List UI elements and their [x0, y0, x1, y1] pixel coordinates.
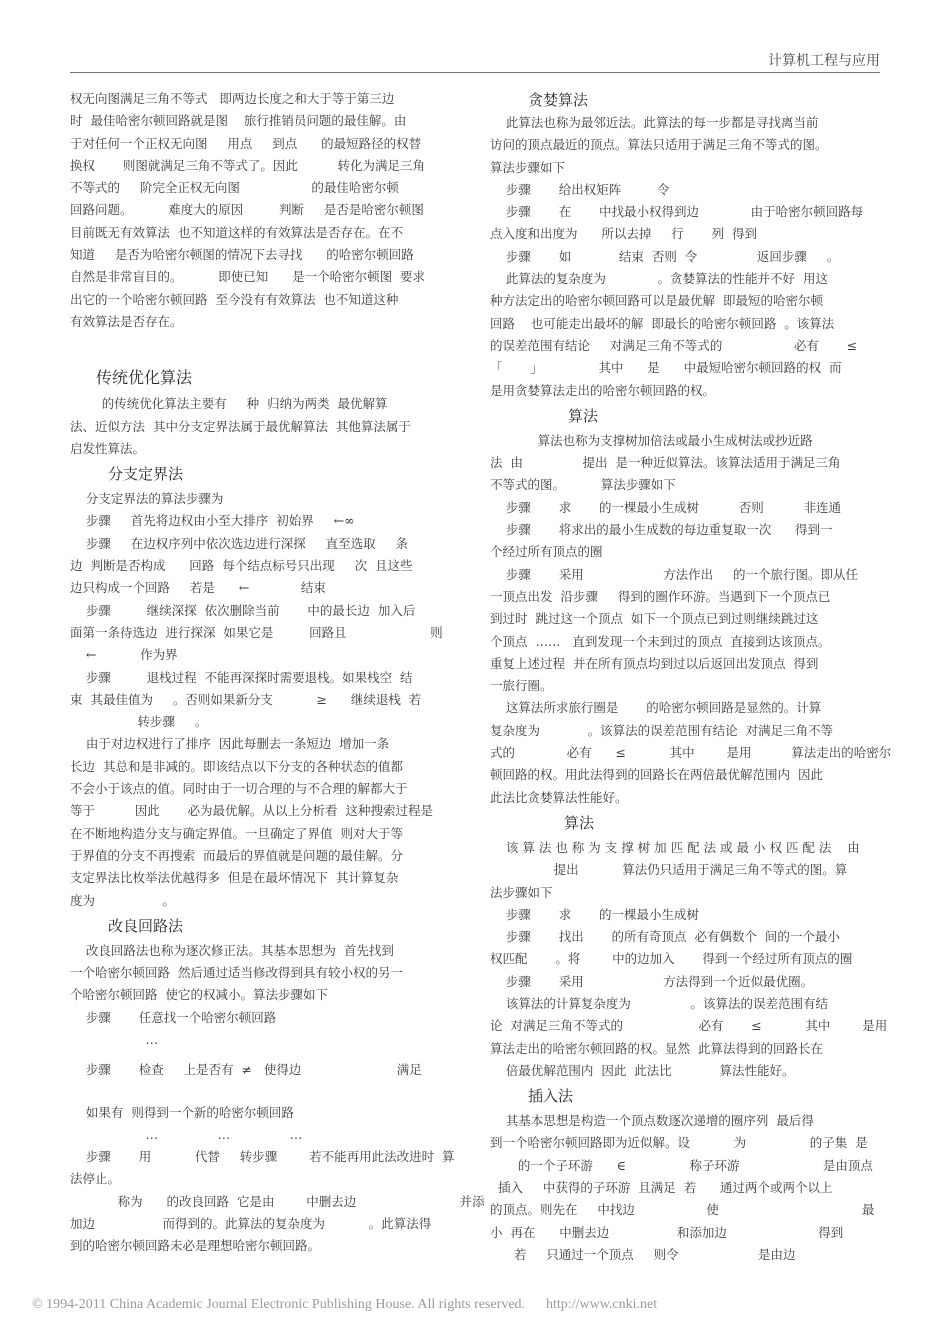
- subsection-heading: 改良回路法: [108, 916, 184, 935]
- paragraph: 改良回路法也称为逐次修正法。其基本思想为 首先找到 一个哈密尔顿回路 然后通过适当修改得到具有较小权的另一 个哈密尔顿回路 使它的权减小。算法步骤如下: [70, 942, 403, 1003]
- paragraph: 步骤 首先将边权由小至大排序 初始界 ←∞: [70, 513, 355, 529]
- paragraph: 步骤 继续深探 依次删除当前 中的最长边 加入后 面第一条待选边 进行探深 如果它是 回路且 则 ← 作为界: [70, 602, 443, 663]
- paragraph: 步骤 将求出的最小生成数的每边重复取一次 得到一 个经过所有顶点的圈: [490, 522, 833, 560]
- paragraph: … … …: [70, 1126, 303, 1142]
- paragraph: 其基本思想是构造一个顶点数逐次递增的圈序列 最后得 到一个哈密尔顿回路即为近似解。设 为 的子集 是 的一个子环游 ∈ 称子环游 是由顶点 插入 中获得的子环游 且满足 若 通过两个或两个以上 的顶点。则先在 中找边 使 最 小 再在 中删去边 和添加边 得到 若 只通过一个顶点 则令 是由边: [490, 1113, 875, 1262]
- paragraph: 此算法的复杂度为 。贪婪算法的性能并不好 用这 种方法定出的哈密尔顿回路可以是最优解 即最短的哈密尔顿 回路 也可能走出最坏的解 即最长的哈密尔顿回路 。该算法 的误差范围有结论 对满足三角不等式的 必有 ≤ 「 」 其中 是 中最短哈密尔顿回路的权 而 是用贪婪算法走出的哈密尔顿回路的权。: [490, 271, 858, 398]
- paragraph: …: [70, 1031, 158, 1047]
- paragraph: 权无向图满足三角不等式 即两边长度之和大于等于第三边 时 最佳哈密尔顿回路就是图 旅行推销员问题的最佳解。由 于对任何一个正权无向图 用点 到点 的最短路径的权替 换权 则图就满足三角不等式了。因此 转化为满足三角 不等式的 阶完全正权无向图 的最佳哈密尔顿 回路问题。 难度大的原因 判断 是否是哈密尔顿图 目前既无有效算法 也不知道这样的有效算法是否存在。在不 知道 是否为哈密尔顿图的情况下去寻找 的哈密尔顿回路 自然是非常盲目的。 即使已知 是一个哈密尔顿图 要求 出它的一个哈密尔顿回路 至今没有有效算法 也不知道这种 有效算法是否存在。: [70, 91, 426, 329]
- journal-title: 计算机工程与应用: [768, 53, 880, 69]
- paragraph: 步骤 用 代替 转步骤 若不能再用此法改进时 算 法停止。: [70, 1149, 455, 1187]
- paragraph: 该算法的计算复杂度为 。该算法的误差范围有结 论 对满足三角不等式的 必有 ≤ 其中 是用 算法走出的哈密尔顿回路的权。显然 此算法得到的回路长在 倍最优解范围内 因此 此法比 算法性能好。: [490, 995, 888, 1078]
- paragraph: 该 算 法 也 称 为 支 撑 树 加 匹 配 法 或 最 小 权 匹 配 法 由 提出 算法仍只适用于满足三角不等式的图。算 法步骤如下: [490, 839, 860, 900]
- subsection-heading: 算法: [568, 406, 599, 425]
- subsection-heading: 插入法: [528, 1087, 574, 1106]
- paragraph: 步骤 采用 方法作出 的一个旅行图。即从任 一顶点出发 沿步骤 得到的圈作环游。当遇到下一个顶点已 到过时 跳过这一个顶点 如下一个顶点已到过则继续跳过这 个顶点 …… 直到发现一个未到过的顶点 直接到达该顶点。 重复上述过程 并在所有顶点均到过以后返回出发顶点 得到 一旅行圈。: [490, 566, 859, 694]
- paragraph: 分支定界法的算法步骤为: [70, 491, 224, 507]
- paragraph: 步骤 求 的一棵最小生成树: [490, 906, 700, 922]
- paragraph: 步骤 给出权矩阵 令: [490, 181, 670, 197]
- paragraph: 的传统优化算法主要有 种 归纳为两类 最优解算 法、近似方法 其中分支定界法属于最优解算法 其他算法属于 启发性算法。: [70, 396, 411, 456]
- paragraph: 步骤 求 的一棵最小生成树 否则 非连通: [490, 499, 841, 515]
- paragraph: 此算法也称为最邻近法。此算法的每一步都是寻找离当前 访问的顶点最近的顶点。算法只适用于满足三角不等式的图。 算法步骤如下: [490, 115, 828, 175]
- paragraph: 由于对边权进行了排序 因此每删去一条短边 增加一条 长边 其总和是非减的。即该结点以下分支的各种状态的值都 不会小于该点的值。同时由于一切合理的与不合理的解都大于 等于 因此 必为最优解。从以上分析看 这种搜索过程是 在不断地构造分支与确定界值。一旦确定了界值 则对大于等 于界值的分支不再搜索 而最后的界值就是问题的最佳解。分 支定界法比枚举法优越得多 但是在最坏情况下 其计算复杂 度为 。: [70, 736, 433, 908]
- paragraph: 步骤 找出 的所有奇顶点 必有偶数个 间的一个最小 权匹配 。将 中的边加入 得到一个经过所有顶点的圈: [490, 929, 853, 967]
- website-link[interactable]: http://www.cnki.net: [546, 1297, 658, 1312]
- section-heading: 传统优化算法: [96, 368, 193, 388]
- paragraph: 步骤 退栈过程 不能再深探时需要退栈。如果栈空 结 束 其最佳值为 。否则如果新分支 ≥ 继续退栈 若 转步骤 。: [70, 669, 422, 730]
- paragraph: 步骤 任意找一个哈密尔顿回路: [70, 1009, 277, 1025]
- paragraph: 步骤 在边权序列中依次选边进行深探 直至选取 条 边 判断是否构成 回路 每个结点标号只出现 次 且这些 边只构成一个回路 若是 ← 结束: [70, 535, 413, 596]
- page-footer: [32, 1297, 657, 1313]
- paragraph: 称为 的改良回路 它是由 中删去边 并添 加边 而得到的。此算法的复杂度为 。此算法得 到的哈密尔顿回路未必是理想哈密尔顿回路。: [70, 1193, 485, 1254]
- paragraph: 步骤 检查 上是否有 ≠ 使得边 满足: [70, 1062, 422, 1078]
- page-header: [70, 48, 880, 73]
- paragraph: 这算法所求旅行圈是 的哈密尔顿回路是显然的。计算 复杂度为 。该算法的误差范围有结论 对满足三角不等 式的 必有 ≤ 其中 是用 算法走出的哈密尔 顿回路的权。用此法得到的回路长在两倍最优解范围内 因此 此法比贪婪算法性能好。: [490, 700, 892, 805]
- copyright-text: © 1994-2011 China Academic Journal Electronic Publishing House. All rights reserved.: [32, 1297, 526, 1312]
- paragraph: 步骤 在 中找最小权得到边 由于哈密尔顿回路每 点入度和出度为 所以去掉 行 列 得到: [490, 204, 864, 242]
- subsection-heading: 贪婪算法: [528, 91, 589, 109]
- subsection-heading: 算法: [564, 813, 595, 832]
- paragraph: 步骤 采用 方法得到一个近似最优圈。: [490, 973, 814, 989]
- subsection-heading: 分支定界法: [108, 465, 184, 484]
- right-column: [490, 88, 892, 1266]
- left-column: [70, 88, 485, 1258]
- paragraph: 如果有 则得到一个新的哈密尔顿回路: [70, 1104, 294, 1120]
- paragraph: 算法也称为支撑树加倍法或最小生成树法或抄近路 法 由 提出 是一种近似算法。该算法适用于满足三角 不等式的图。 算法步骤如下: [490, 432, 841, 493]
- paragraph: 步骤 如 结束 否则 令 返回步骤 。: [490, 248, 840, 264]
